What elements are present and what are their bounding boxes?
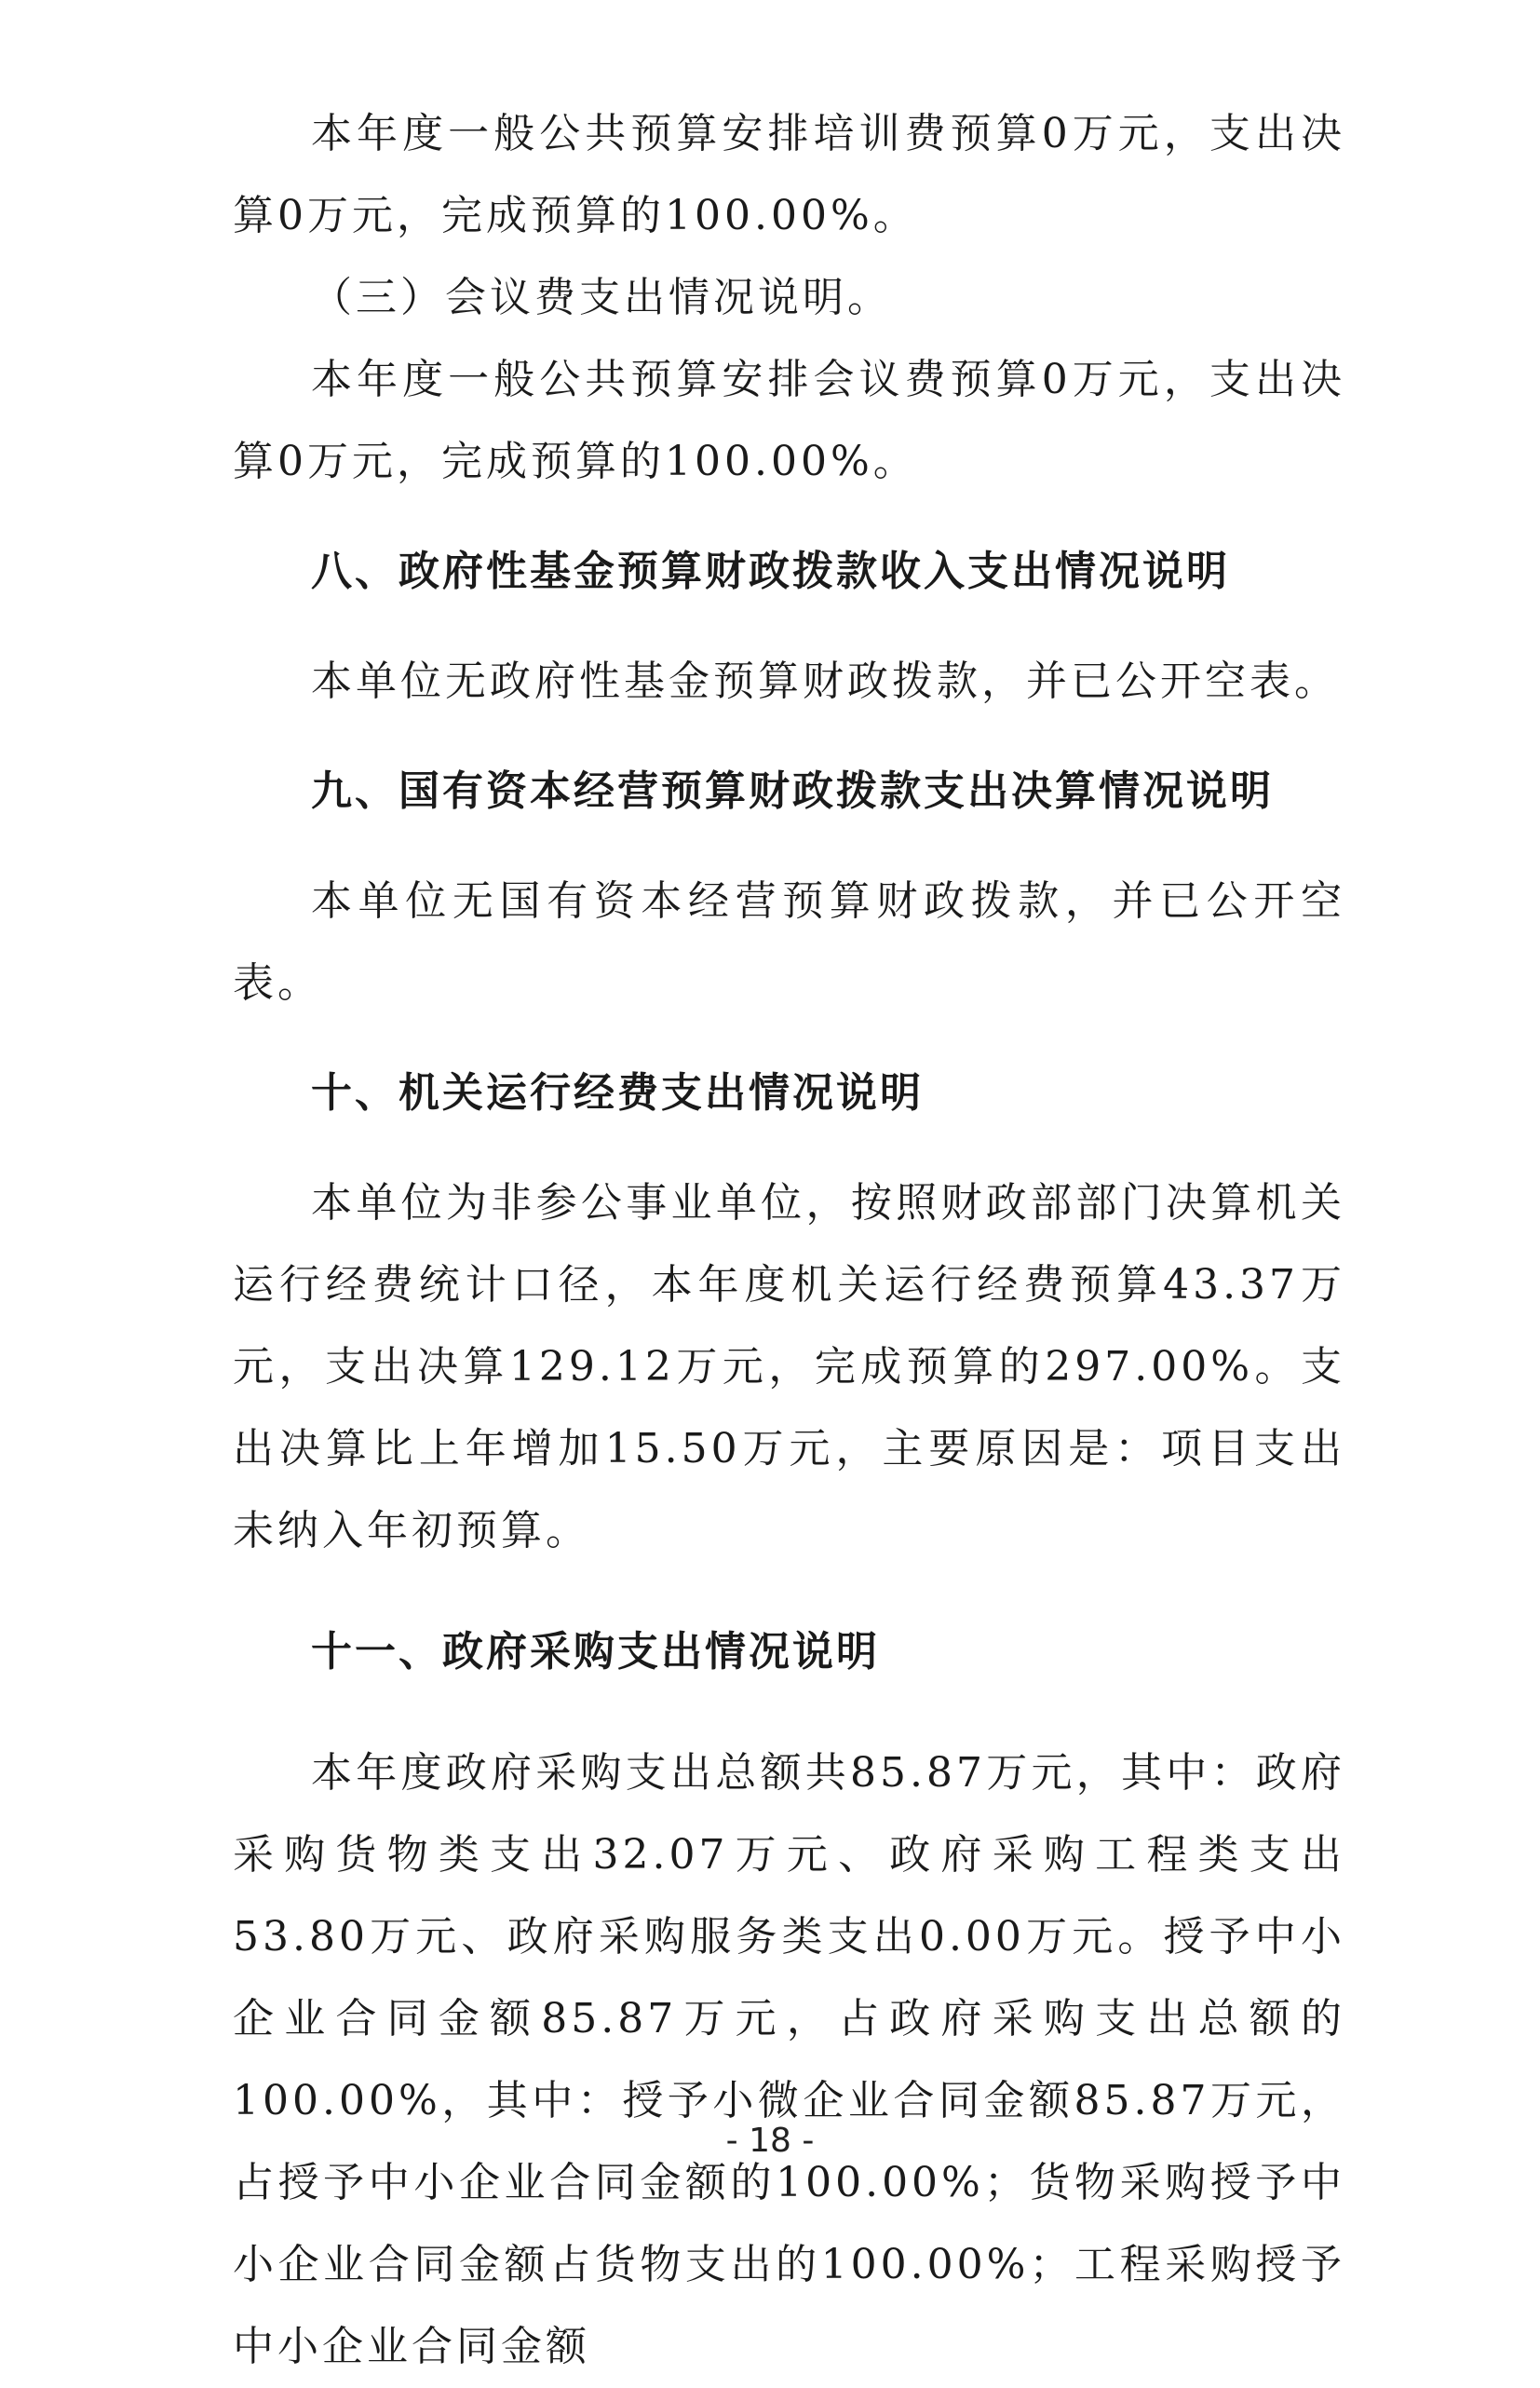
section-9-heading: 九、国有资本经营预算财政拨款支出决算情况说明 (311, 767, 1274, 815)
document-page (233, 93, 1345, 2388)
section-11-paragraph: 本年度政府采购支出总额共85.87万元，其中：政府采购货物类支出32.07万元、政府采购工程类支出53.80万元、政府采购服务类支出0.00万元。授予中小企业合同金额85.87万元，占政府采购支出总额的100.00%，其中：授予小微企业合同金额85.87万元，占授予中小企业合同金额的100.00%；货物采购授予中小企业合同金额占货物支出的100.00%；工程采购授予中小企业合同金额 (233, 1749, 1345, 2370)
spacer (233, 1693, 1345, 1732)
spacer (233, 833, 1345, 861)
section-10-heading: 十、机关运行经费支出情况说明 (311, 1069, 924, 1117)
meeting-fee-subtitle: （三）会议费支出情况说明。 (311, 274, 892, 321)
section-11-heading: 十一、政府采购支出情况说明 (311, 1628, 880, 1676)
page-number: - 18 - (725, 2122, 815, 2160)
spacer (233, 613, 1345, 641)
spacer (233, 1572, 1345, 1611)
spacer (233, 1024, 1345, 1052)
spacer (233, 1134, 1345, 1162)
section-9-paragraph: 本单位无国有资本经营预算财政拨款，并已公开空表。 (233, 877, 1345, 1007)
spacer (233, 503, 1345, 531)
section-10-paragraph: 本单位为非参公事业单位，按照财政部部门决算机关运行经费统计口径，本年度机关运行经费预算43.37万元，支出决算129.12万元，完成预算的297.00%。支出决算比上年增加15.50万元，主要原因是：项目支出未纳入年初预算。 (233, 1179, 1345, 1554)
section-8-heading: 八、政府性基金预算财政拨款收入支出情况说明 (311, 548, 1230, 595)
meeting-fee-paragraph: 本年度一般公共预算安排会议费预算0万元，支出决算0万元，完成预算的100.00%。 (233, 356, 1345, 485)
section-8-paragraph: 本单位无政府性基金预算财政拨款，并已公开空表。 (311, 658, 1339, 705)
spacer (233, 723, 1345, 751)
training-fee-paragraph: 本年度一般公共预算安排培训费预算0万元，支出决算0万元，完成预算的100.00%。 (233, 110, 1345, 239)
